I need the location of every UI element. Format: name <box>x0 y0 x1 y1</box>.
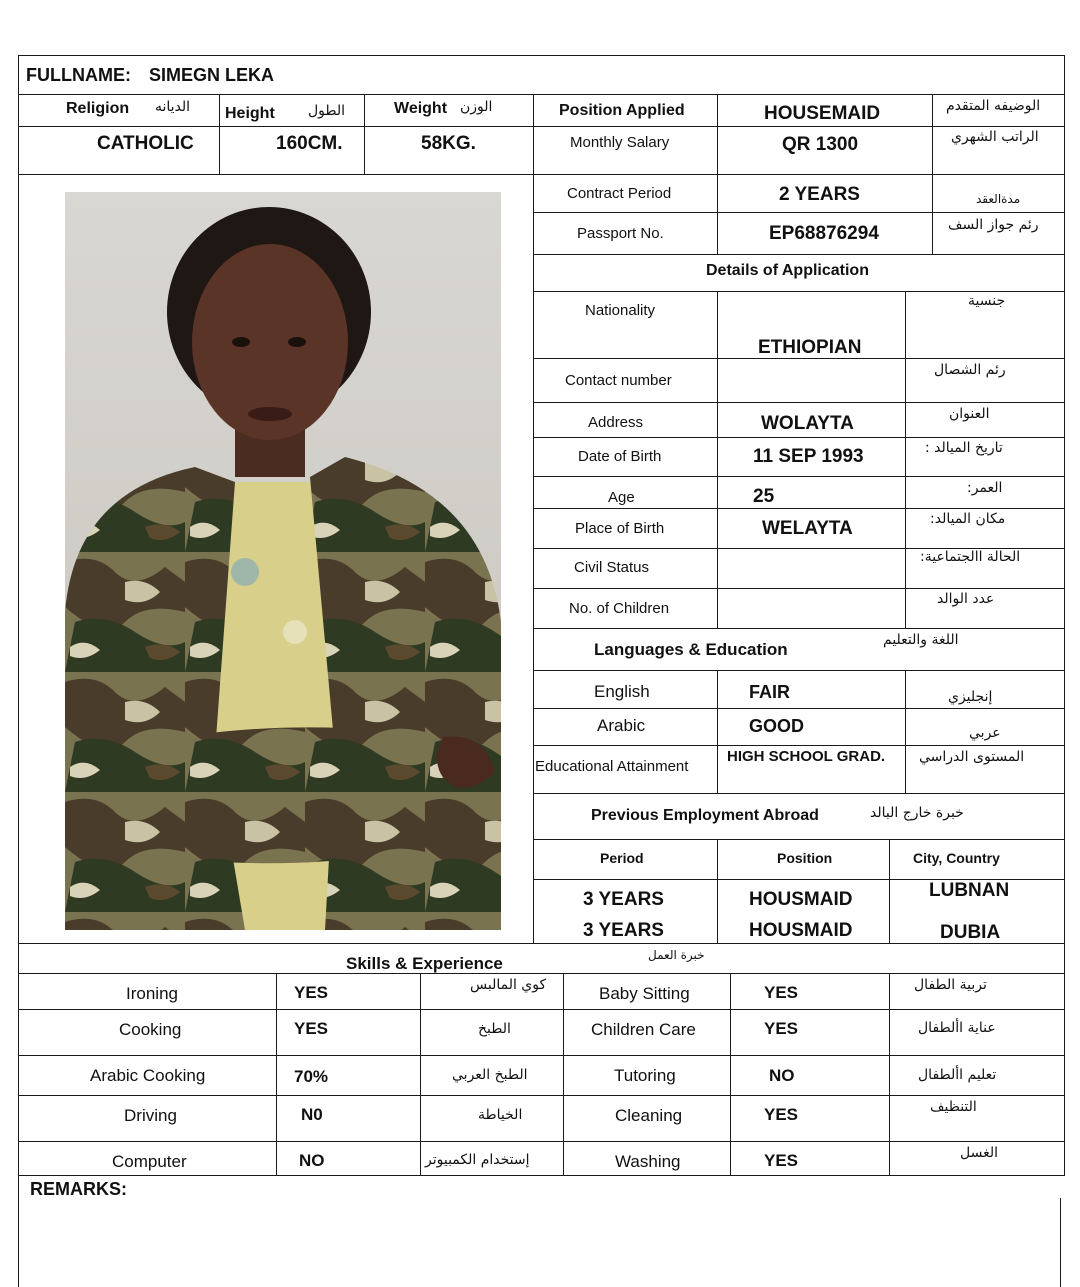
skill-cooking-label: Cooking <box>119 1020 182 1039</box>
skill-washing-label: Washing <box>615 1152 681 1171</box>
line <box>533 745 1065 746</box>
skill-cooking-value: YES <box>294 1019 329 1038</box>
english-label: English <box>594 682 650 701</box>
line <box>717 670 718 793</box>
skill-cleaning-value: YES <box>764 1105 799 1124</box>
emp-period-2: 3 YEARS <box>583 920 664 941</box>
contract-label: Contract Period <box>567 185 672 202</box>
line <box>219 94 220 174</box>
line <box>18 126 1065 127</box>
skill-tutoring-value: NO <box>769 1066 795 1085</box>
employment-title-ar: خبرة خارج البالد <box>870 805 964 821</box>
skill-sewing-ar: الخياطة <box>478 1107 523 1123</box>
line <box>889 973 890 1175</box>
age-label: Age <box>608 489 635 506</box>
skill-arabic-cooking-value: 70% <box>294 1067 329 1086</box>
education-label-ar: المستوى الدراسي <box>919 749 1025 765</box>
dob-value: 11 SEP 1993 <box>753 446 864 467</box>
skill-computer-ar: إستخدام الكمبيوتر <box>425 1152 530 1168</box>
nationality-label-ar: جنسية <box>968 293 1006 309</box>
line <box>18 1009 1065 1010</box>
passport-value: EP68876294 <box>769 223 879 244</box>
line <box>533 94 534 943</box>
col-city: City, Country <box>913 850 1000 866</box>
border-right <box>1064 55 1065 1175</box>
skill-childcare-value: YES <box>764 1019 799 1038</box>
salary-label: Monthly Salary <box>570 134 670 151</box>
contract-label-ar: مدةالعقد <box>976 192 1021 206</box>
children-label: No. of Children <box>569 600 670 617</box>
arabic-value: GOOD <box>749 716 805 736</box>
age-value: 25 <box>753 486 775 507</box>
height-label-ar: الطول <box>308 103 346 119</box>
line <box>905 670 906 793</box>
weight-value: 58KG. <box>421 133 476 154</box>
dob-label-ar: تاريخ الميالد : <box>925 440 1003 456</box>
religion-value: CATHOLIC <box>97 133 194 154</box>
skills-title-ar: خبرة العمل <box>648 948 705 962</box>
skill-cleaning-ar: التنظيف <box>930 1099 977 1115</box>
arabic-label-ar: عربي <box>969 725 1001 741</box>
fullname-value: SIMEGN LEKA <box>149 65 275 85</box>
weight-label: Weight <box>394 100 448 117</box>
line <box>18 1095 1065 1096</box>
arabic-label: Arabic <box>597 716 646 735</box>
line <box>533 476 1065 477</box>
line <box>533 628 1065 629</box>
line <box>18 174 1065 175</box>
skill-babysitting-ar: تربية الطفال <box>914 977 987 993</box>
skill-washing-value: YES <box>764 1151 799 1170</box>
emp-position-1: HOUSMAID <box>749 889 853 910</box>
skill-tutoring-ar: تعليم األطفال <box>918 1067 997 1083</box>
line <box>932 94 933 254</box>
skill-cooking-ar: الطبخ <box>478 1021 511 1037</box>
skill-cleaning-label: Cleaning <box>615 1106 683 1125</box>
line <box>533 402 1065 403</box>
skill-babysitting-value: YES <box>764 983 799 1002</box>
col-period: Period <box>600 850 644 866</box>
religion-label: Religion <box>66 100 130 117</box>
children-label-ar: عدد الوالد <box>937 591 995 607</box>
line <box>18 973 1065 974</box>
line <box>533 839 1065 840</box>
pob-label-ar: مكان الميالد: <box>930 511 1006 527</box>
line <box>18 94 1065 95</box>
languages-title: Languages & Education <box>594 640 788 659</box>
position-value: HOUSEMAID <box>764 103 881 124</box>
pob-label: Place of Birth <box>575 520 665 537</box>
line <box>420 973 421 1175</box>
line <box>533 793 1065 794</box>
emp-city-1: LUBNAN <box>929 880 1010 901</box>
line <box>905 291 906 628</box>
line <box>889 839 890 943</box>
line <box>18 1175 1065 1176</box>
education-label: Educational Attainment <box>535 758 689 775</box>
skill-arabic-cooking-ar: الطبخ العربي <box>452 1067 528 1083</box>
border-left <box>18 55 19 1287</box>
remarks-label: REMARKS: <box>30 1179 127 1199</box>
line <box>18 1055 1065 1056</box>
remarks-border-right <box>1060 1198 1061 1287</box>
skill-childcare-ar: عناية األطفال <box>918 1020 996 1036</box>
languages-title-ar: اللغة والتعليم <box>883 632 959 648</box>
english-value: FAIR <box>749 682 791 702</box>
line <box>276 973 277 1175</box>
col-position: Position <box>777 850 833 866</box>
line <box>717 94 718 254</box>
skill-ironing-ar: كوي المالبس <box>470 977 547 993</box>
line <box>533 437 1065 438</box>
nationality-value: ETHIOPIAN <box>758 337 862 358</box>
weight-label-ar: الوزن <box>460 99 493 115</box>
salary-value: QR 1300 <box>782 134 859 155</box>
religion-label-ar: الديانه <box>155 99 191 115</box>
passport-label: Passport No. <box>577 225 664 242</box>
pob-value: WELAYTA <box>762 518 853 539</box>
contract-value: 2 YEARS <box>779 184 860 205</box>
skill-computer-value: NO <box>299 1151 325 1170</box>
line <box>533 588 1065 589</box>
line <box>18 1141 1065 1142</box>
details-title: Details of Application <box>706 262 869 279</box>
emp-position-2: HOUSMAID <box>749 920 853 941</box>
emp-period-1: 3 YEARS <box>583 889 664 910</box>
nationality-label: Nationality <box>585 302 656 319</box>
skill-driving-value: N0 <box>301 1105 323 1124</box>
skill-babysitting-label: Baby Sitting <box>599 984 690 1003</box>
fullname-label: FULLNAME: <box>26 65 131 85</box>
dob-label: Date of Birth <box>578 448 662 465</box>
emp-city-2: DUBIA <box>940 922 1001 943</box>
skill-ironing-value: YES <box>294 983 329 1002</box>
line <box>533 254 1065 255</box>
line <box>533 670 1065 671</box>
height-label: Height <box>225 105 275 122</box>
line <box>533 358 1065 359</box>
line <box>364 94 365 174</box>
passport-label-ar: رئم جواز السف <box>948 217 1039 233</box>
address-label-ar: العنوان <box>949 406 990 422</box>
skill-childcare-label: Children Care <box>591 1020 696 1039</box>
skill-ironing-label: Ironing <box>126 984 178 1003</box>
height-value: 160CM. <box>276 133 343 154</box>
skill-washing-ar: الغسل <box>960 1145 999 1161</box>
line <box>717 291 718 628</box>
border-top <box>18 55 1065 56</box>
line <box>533 291 1065 292</box>
education-value: HIGH SCHOOL GRAD. <box>727 748 886 765</box>
skills-title: Skills & Experience <box>346 954 503 973</box>
line <box>533 508 1065 509</box>
skill-computer-label: Computer <box>112 1152 187 1171</box>
civil-status-label-ar: الحالة االجتماعية: <box>920 549 1021 565</box>
address-label: Address <box>588 414 644 431</box>
age-label-ar: العمر: <box>967 480 1003 496</box>
contact-label-ar: رئم الشصال <box>934 362 1006 378</box>
line <box>18 943 1065 944</box>
employment-title: Previous Employment Abroad <box>591 807 819 824</box>
applicant-photo <box>65 192 501 930</box>
position-label-ar: الوضيفه المتقدم <box>946 98 1041 114</box>
line <box>533 212 1065 213</box>
skill-arabic-cooking-label: Arabic Cooking <box>90 1066 206 1085</box>
line <box>730 973 731 1175</box>
english-label-ar: إنجليزي <box>948 689 993 705</box>
position-label: Position Applied <box>559 102 685 119</box>
line <box>717 839 718 943</box>
contact-label: Contact number <box>565 372 672 389</box>
salary-label-ar: الراتب الشهري <box>951 129 1039 145</box>
address-value: WOLAYTA <box>761 413 854 434</box>
civil-status-label: Civil Status <box>574 559 650 576</box>
line <box>563 973 564 1175</box>
skill-tutoring-label: Tutoring <box>614 1066 676 1085</box>
skill-driving-label: Driving <box>124 1106 177 1125</box>
line <box>533 708 1065 709</box>
